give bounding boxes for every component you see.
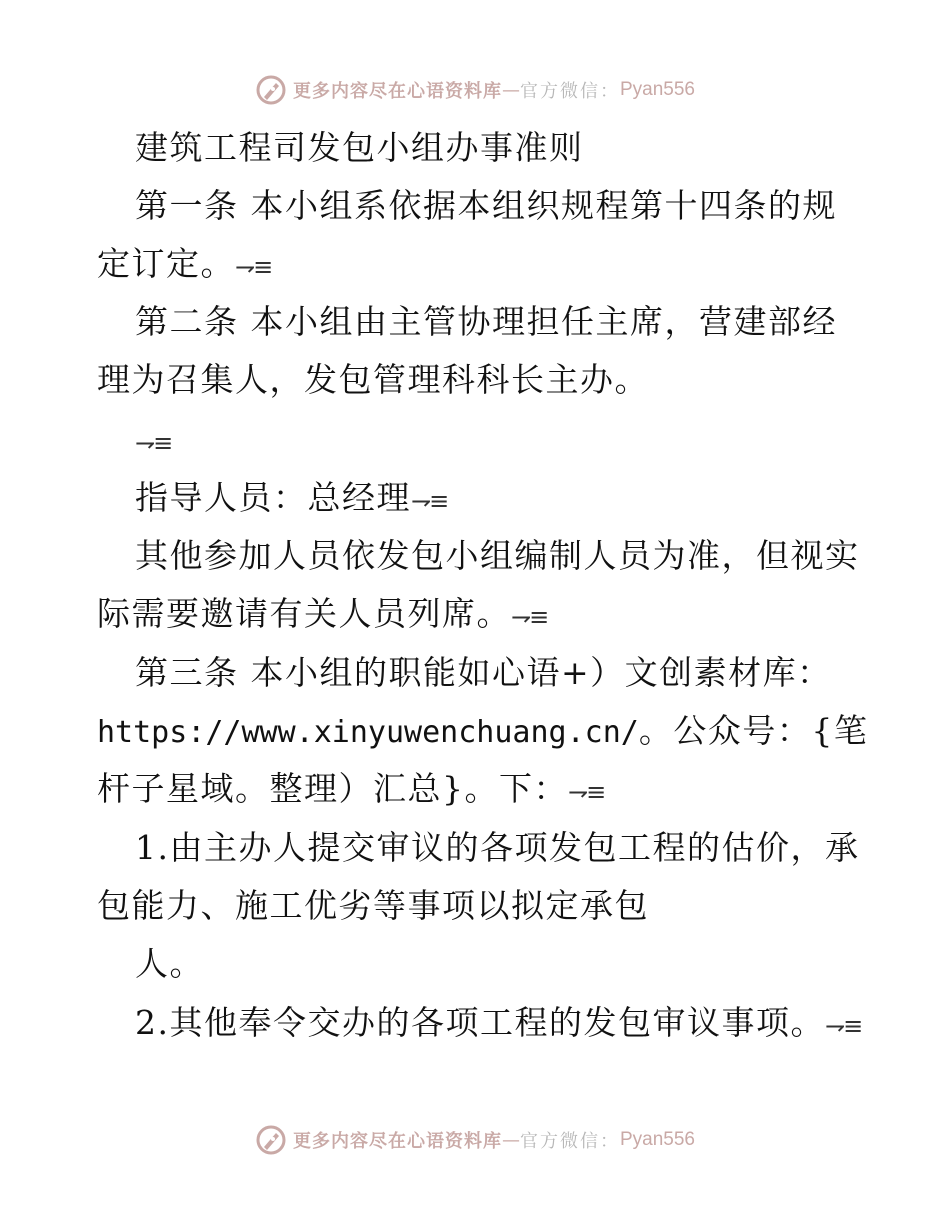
- paragraph-mark: ⇁≡: [135, 429, 172, 457]
- article-3-line-3: 杆子星域。整理）汇总}。下：⇁≡: [97, 769, 605, 808]
- watermark-banner-bottom: [0, 1120, 950, 1160]
- paragraph-mark: ⇁≡: [235, 253, 272, 281]
- banner-wechat-label: 官方微信：: [519, 81, 620, 102]
- paragraph-mark: ⇁≡: [511, 603, 548, 631]
- item-2: 2.其他奉令交办的各项工程的发包审议事项。⇁≡: [135, 1003, 862, 1042]
- source-url: https://www.xinyuwenchuang.cn/: [97, 715, 639, 750]
- banner-wechat-id: Pyan556: [619, 79, 695, 100]
- banner-main-text: 更多内容尽在心语资料库: [292, 81, 502, 102]
- article-1-line-1: 第一条 本小组系依据本组织规程第十四条的规: [135, 186, 837, 225]
- article-1-line-2: 定订定。⇁≡: [97, 244, 272, 283]
- item-1-line-1: 1.由主办人提交审议的各项发包工程的估价，承: [135, 828, 860, 867]
- guide-line: 指导人员：总经理⇁≡: [135, 478, 448, 517]
- banner-separator: —: [501, 1129, 520, 1151]
- empty-paragraph: [135, 420, 171, 463]
- others-line-2: 际需要邀请有关人员列席。⇁≡: [97, 594, 548, 633]
- item-1-line-3: 人。: [135, 944, 204, 983]
- item-1-line-2: 包能力、施工优劣等事项以拟定承包: [97, 886, 649, 925]
- article-3-line-2: https://www.xinyuwenchuang.cn/。公众号：{笔: [97, 711, 869, 750]
- paragraph-mark: ⇁≡: [411, 487, 448, 515]
- banner-main-text: 更多内容尽在心语资料库: [292, 1131, 502, 1152]
- article-2-line-1: 第二条 本小组由主管协理担任主席，营建部经: [135, 302, 837, 341]
- pen-logo-icon: [255, 1124, 287, 1156]
- document-title: 建筑工程司发包小组办事准则: [135, 128, 584, 167]
- banner-wechat-id: Pyan556: [619, 1129, 695, 1150]
- article-3-line-1: 第三条 本小组的职能如心语+）文创素材库：: [135, 653, 832, 692]
- banner-wechat-label: 官方微信：: [519, 1131, 620, 1152]
- paragraph-mark: ⇁≡: [825, 1012, 862, 1040]
- paragraph-mark: ⇁≡: [568, 778, 605, 806]
- watermark-banner-top: [0, 70, 950, 110]
- banner-separator: —: [501, 79, 520, 101]
- pen-logo-icon: [255, 74, 287, 106]
- others-line-1: 其他参加人员依发包小组编制人员为准，但视实: [135, 536, 860, 575]
- article-2-line-2: 理为召集人，发包管理科科长主办。: [97, 360, 649, 399]
